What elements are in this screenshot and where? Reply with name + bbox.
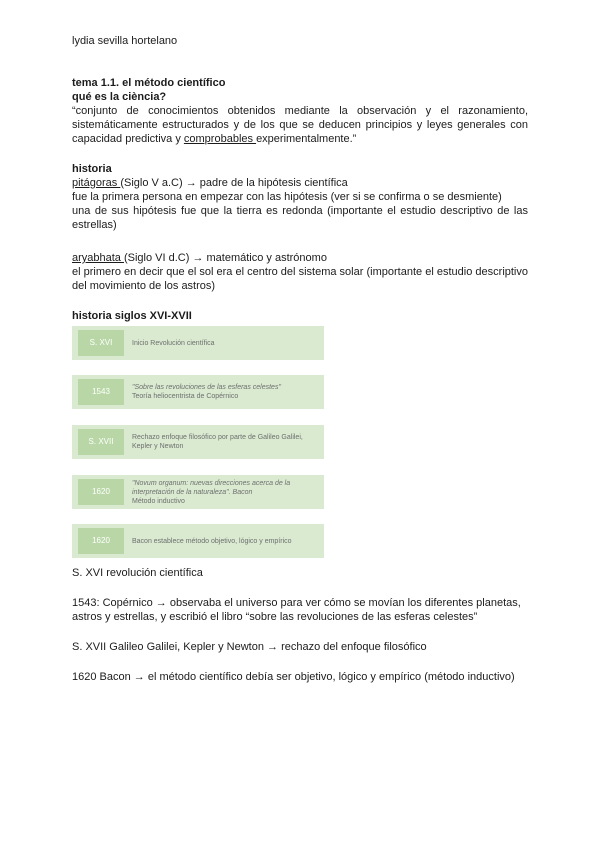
timeline-key: 1543: [78, 379, 124, 405]
timeline-row: [72, 425, 324, 459]
pythagoras-detail: fue la primera persona en empezar con las hipótesis (ver si se confirma o se desmiente): [72, 191, 502, 203]
notes-section: [72, 566, 528, 684]
timeline-desc-line: "Novum organum: nuevas direcciones acerca de la interpretación de la naturaleza". Bacon: [132, 479, 291, 496]
history-heading: historia: [72, 163, 112, 175]
definition-underlined-word: comprobables: [183, 133, 257, 145]
timeline-desc-line: Rechazo enfoque filosófico por parte de Galileo Galilei, Kepler y Newton: [132, 434, 303, 450]
timeline-desc-line-2: Método inductivo: [132, 497, 185, 505]
timeline-key: S. XVII: [78, 429, 124, 455]
timeline-description: [132, 475, 318, 509]
pythagoras-hypothesis: una de sus hipótesis fue que la tierra es redonda (importante el estudio descriptivo de las estrellas): [72, 205, 528, 231]
aryabhata-name: aryabhata: [72, 252, 124, 264]
timeline-desc-line: "Sobre las revoluciones de las esferas celestes": [132, 384, 281, 391]
timeline-desc-line-2: Teoría heliocentrista de Copérnico: [132, 393, 239, 400]
timeline-description: [132, 425, 318, 459]
note-1543: 1543: Copérnico → observaba el universo para ver cómo se movían los diferentes planetas, astros y estrellas, y escribió el libro “sobre las revoluciones de las esferas celestes”: [72, 597, 521, 623]
author-name: lydia sevilla hortelano: [72, 35, 178, 47]
aryabhata-line: [72, 251, 528, 265]
document-page: [72, 34, 528, 323]
timeline-description: [132, 375, 318, 409]
aryabhata-summary: (Siglo VI d.C) → matemático y astrónomo: [123, 252, 327, 264]
pythagoras-line: [72, 176, 528, 190]
centuries-heading: historia siglos XVI-XVII: [72, 310, 192, 322]
timeline-graphic: [72, 326, 324, 558]
definition-text: “conjunto de conocimientos obtenidos mediante la observación y el razonamiento, sistemáticamente estructurados y de los que se deducen principios y leyes generales con capacidad predictiva y: [72, 105, 528, 145]
timeline-row: [72, 326, 324, 360]
timeline-row: [72, 375, 324, 409]
timeline-key: 1620: [78, 528, 124, 554]
pythagoras-summary: (Siglo V a.C) → padre de la hipótesis científica: [120, 177, 348, 189]
timeline-desc-line: Inicio Revolución científica: [132, 339, 215, 347]
aryabhata-detail: el primero en decir que el sol era el centro del sistema solar (importante el estudio descriptivo del movimiento de los astros): [72, 266, 528, 292]
definition-text-end: experimentalmente.”: [256, 133, 357, 145]
timeline-key: 1620: [78, 479, 124, 505]
note-s17: S. XVII Galileo Galilei, Kepler y Newton → rechazo del enfoque filosófico: [72, 641, 427, 653]
timeline-description: [132, 524, 318, 558]
topic-title: tema 1.1. el método científico: [72, 77, 226, 89]
timeline-desc-line: Bacon establece método objetivo, lógico y empírico: [132, 537, 292, 545]
definition-paragraph: [72, 104, 528, 146]
note-s16: S. XVI revolución científica: [72, 567, 203, 579]
timeline-row: [72, 524, 324, 558]
timeline-key: S. XVI: [78, 330, 124, 356]
timeline-description: [132, 326, 318, 360]
question-heading: qué es la ciència?: [72, 91, 167, 103]
pythagoras-name: pitágoras: [72, 177, 121, 189]
timeline-row: [72, 475, 324, 509]
note-1620: 1620 Bacon → el método científico debía ser objetivo, lógico y empírico (método inductivo): [72, 671, 515, 683]
